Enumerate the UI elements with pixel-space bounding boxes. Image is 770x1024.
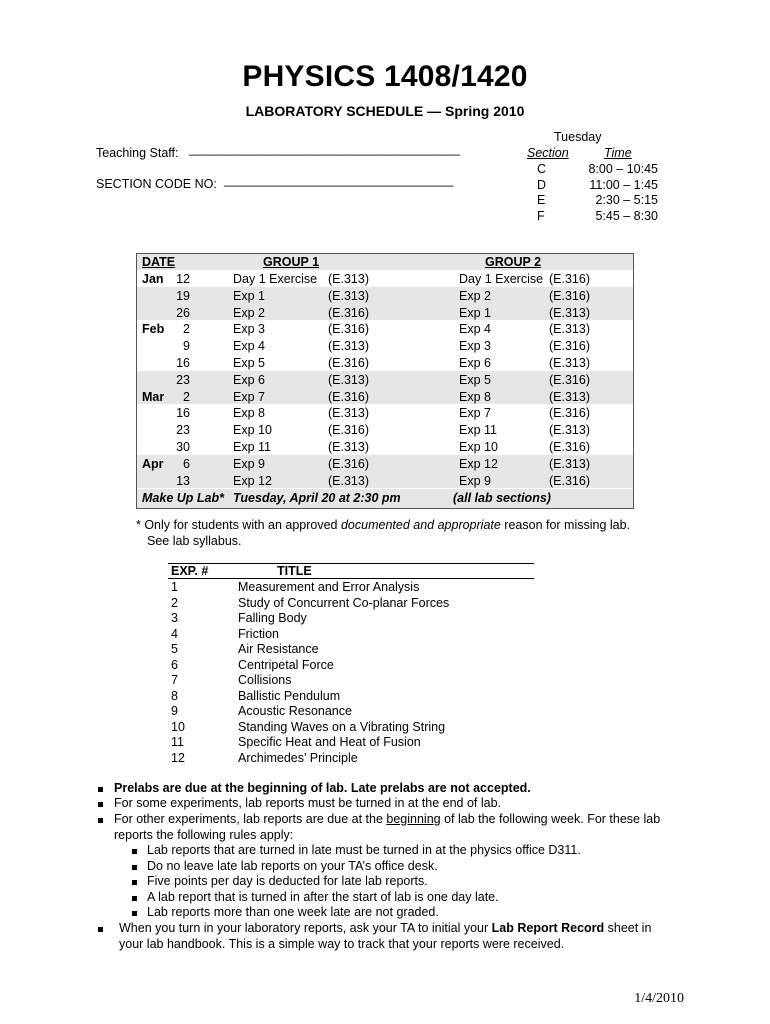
section-code: D bbox=[537, 177, 547, 192]
group1-room: (E.316) bbox=[328, 456, 369, 471]
group1-room: (E.313) bbox=[328, 406, 369, 421]
exp-number: 5 bbox=[171, 642, 178, 656]
exp-title: Ballistic Pendulum bbox=[238, 688, 341, 703]
exp-number: 3 bbox=[171, 611, 178, 625]
exp-title: Measurement and Error Analysis bbox=[238, 580, 420, 594]
bullet-icon bbox=[132, 849, 137, 854]
exp-title: Friction bbox=[238, 626, 279, 641]
divider bbox=[168, 563, 534, 564]
footnote-suffix: reason for missing lab. bbox=[500, 518, 631, 532]
group2-room: (E.313) bbox=[549, 356, 590, 370]
exp-title: Air Resistance bbox=[238, 642, 319, 656]
sub-rule: Five points per day is deducted for late lab reports. bbox=[147, 874, 428, 888]
group2-room: (E.316) bbox=[549, 473, 590, 488]
group2-room: (E.316) bbox=[549, 288, 590, 303]
page-subtitle: LABORATORY SCHEDULE — Spring 2010 bbox=[245, 103, 525, 119]
bullet-icon bbox=[132, 911, 137, 916]
exp-number: 4 bbox=[171, 626, 178, 641]
group1-exp: Day 1 Exercise bbox=[233, 272, 318, 286]
group1-exp: Exp 3 bbox=[233, 322, 265, 337]
rule-text: When you turn in your laboratory reports, ask your TA to initial your bbox=[119, 921, 492, 935]
group2-exp: Exp 7 bbox=[459, 406, 491, 421]
section-code: C bbox=[537, 162, 547, 176]
group1-room: (E.313) bbox=[328, 339, 369, 354]
section-time: 11:00 – 1:45 bbox=[589, 177, 658, 192]
group1-exp: Exp 6 bbox=[233, 372, 265, 387]
section-code-line: _________________________________ bbox=[224, 173, 454, 187]
group2-exp: Exp 3 bbox=[459, 339, 491, 354]
group2-room: (E.316) bbox=[549, 272, 590, 286]
group1-exp: Exp 9 bbox=[233, 456, 265, 471]
schedule-row bbox=[137, 271, 633, 288]
schedule-table bbox=[136, 253, 634, 509]
schedule-row bbox=[137, 389, 633, 406]
row-day: 16 bbox=[176, 356, 190, 370]
makeup-label: Make Up Lab* bbox=[142, 491, 224, 505]
bullet-icon bbox=[98, 787, 103, 792]
rule-following-week bbox=[114, 812, 660, 828]
section-code-field bbox=[96, 173, 454, 191]
sub-rule: Lab reports more than one week late are not graded. bbox=[147, 905, 439, 919]
bullet-icon bbox=[98, 802, 103, 807]
exp-number: 7 bbox=[171, 673, 178, 687]
schedule-row bbox=[137, 338, 633, 355]
group1-room: (E.313) bbox=[328, 272, 369, 286]
group2-exp: Exp 11 bbox=[459, 423, 497, 438]
section-code-label: SECTION CODE NO: bbox=[96, 177, 217, 191]
schedule-header-row bbox=[137, 254, 633, 271]
exp-title: Centripetal Force bbox=[238, 657, 334, 672]
rule-end-of-lab: For some experiments, lab reports must be turned in at the end of lab. bbox=[114, 796, 502, 810]
page-title: PHYSICS 1408/1420 bbox=[242, 60, 528, 93]
exp-title: Specific Heat and Heat of Fusion bbox=[238, 735, 421, 749]
group2-exp: Exp 9 bbox=[459, 473, 491, 488]
footnote-prefix: * Only for students with an approved bbox=[136, 518, 341, 532]
bullet-icon bbox=[98, 818, 103, 823]
exp-number: 9 bbox=[171, 704, 178, 718]
bullet-icon bbox=[132, 880, 137, 885]
schedule-row bbox=[137, 456, 633, 473]
footnote-italic: documented and appropriate bbox=[340, 518, 501, 532]
group1-room: (E.313) bbox=[328, 440, 369, 454]
col-group1: GROUP 1 bbox=[263, 255, 320, 269]
schedule-row bbox=[137, 405, 633, 422]
section-time: 8:00 – 10:45 bbox=[588, 162, 658, 176]
exp-title-header: TITLE bbox=[277, 564, 312, 578]
schedule-row bbox=[137, 321, 633, 338]
row-day: 2 bbox=[183, 322, 190, 337]
group2-room: (E.313) bbox=[549, 322, 590, 337]
col-group2: GROUP 2 bbox=[485, 255, 542, 269]
group2-exp: Exp 4 bbox=[459, 322, 491, 337]
rule-text-underlined: beginning bbox=[386, 812, 441, 826]
row-day: 16 bbox=[176, 406, 190, 421]
schedule-row bbox=[137, 422, 633, 439]
group2-room: (E.313) bbox=[549, 456, 590, 471]
row-day: 19 bbox=[176, 288, 190, 303]
row-day: 30 bbox=[176, 440, 190, 454]
group2-exp: Exp 1 bbox=[459, 305, 491, 320]
group1-room: (E.316) bbox=[328, 423, 369, 438]
group2-exp: Exp 5 bbox=[459, 372, 491, 387]
section-code: F bbox=[537, 208, 545, 223]
group1-room: (E.316) bbox=[328, 305, 369, 320]
exp-title: Study of Concurrent Co-planar Forces bbox=[238, 595, 450, 610]
group2-exp: Exp 12 bbox=[459, 456, 498, 471]
row-month: Feb bbox=[142, 322, 165, 337]
exp-number: 12 bbox=[171, 750, 185, 765]
group2-exp: Day 1 Exercise bbox=[459, 272, 544, 286]
row-day: 12 bbox=[176, 272, 190, 286]
row-month: Apr bbox=[142, 456, 164, 471]
teaching-staff-line: _______________________________________ bbox=[189, 142, 461, 156]
group1-exp: Exp 1 bbox=[233, 288, 265, 303]
rule-lab-report-record bbox=[119, 921, 651, 937]
exp-number: 8 bbox=[171, 688, 178, 703]
rule-text: For other experiments, lab reports are due at the bbox=[114, 812, 387, 826]
schedule-row bbox=[137, 372, 633, 389]
exp-title: Archimedes’ Principle bbox=[238, 750, 358, 765]
group1-room: (E.316) bbox=[328, 356, 369, 370]
rule-lab-report-record-line2: your lab handbook. This is a simple way to track that your reports were received. bbox=[119, 937, 565, 951]
group2-exp: Exp 10 bbox=[459, 440, 498, 454]
group1-room: (E.313) bbox=[328, 372, 369, 387]
sub-rule: Do no leave late lab reports on your TA’s office desk. bbox=[147, 858, 438, 873]
group1-exp: Exp 5 bbox=[233, 356, 265, 370]
rule-text-bold: Lab Report Record bbox=[491, 921, 605, 935]
exp-number: 1 bbox=[171, 580, 178, 594]
exp-title: Standing Waves on a Vibrating String bbox=[238, 719, 446, 734]
group1-room: (E.313) bbox=[328, 288, 369, 303]
group2-room: (E.316) bbox=[549, 406, 590, 421]
rule-text: sheet in bbox=[604, 921, 652, 935]
section-code: E bbox=[537, 193, 546, 207]
row-day: 23 bbox=[176, 372, 190, 387]
row-day: 13 bbox=[176, 473, 190, 488]
exp-title: Acoustic Resonance bbox=[238, 704, 352, 718]
row-month: Jan bbox=[142, 272, 164, 286]
group1-room: (E.313) bbox=[328, 473, 369, 488]
bullet-icon bbox=[98, 927, 103, 932]
group2-room: (E.316) bbox=[549, 440, 590, 454]
group1-exp: Exp 8 bbox=[233, 406, 265, 421]
group2-room: (E.316) bbox=[549, 372, 590, 387]
divider bbox=[168, 578, 534, 579]
schedule-row bbox=[137, 473, 633, 490]
exp-title: Falling Body bbox=[238, 611, 307, 625]
row-day: 26 bbox=[176, 305, 190, 320]
group2-room: (E.313) bbox=[549, 389, 590, 404]
teaching-staff-label: Teaching Staff: bbox=[96, 146, 179, 160]
group2-room: (E.316) bbox=[549, 339, 590, 354]
exp-title: Collisions bbox=[238, 673, 292, 687]
teaching-staff-field bbox=[96, 142, 461, 160]
group1-exp: Exp 7 bbox=[233, 389, 265, 404]
exp-num-header: EXP. # bbox=[171, 564, 209, 578]
footer-date: 1/4/2010 bbox=[634, 991, 684, 1006]
row-day: 9 bbox=[183, 339, 190, 354]
group2-room: (E.313) bbox=[549, 305, 590, 320]
group2-exp: Exp 8 bbox=[459, 389, 491, 404]
group1-room: (E.316) bbox=[328, 322, 369, 337]
footnote bbox=[136, 518, 630, 532]
row-day: 23 bbox=[176, 423, 190, 438]
exp-number: 11 bbox=[171, 735, 184, 749]
row-day: 6 bbox=[183, 456, 190, 471]
group1-room: (E.316) bbox=[328, 389, 369, 404]
section-time: 5:45 – 8:30 bbox=[595, 208, 658, 223]
exp-number: 2 bbox=[171, 595, 178, 610]
group2-exp: Exp 6 bbox=[459, 356, 491, 370]
sub-rule: Lab reports that are turned in late must be turned in at the physics office D311. bbox=[147, 843, 581, 857]
col-date: DATE bbox=[142, 255, 176, 269]
exp-number: 10 bbox=[171, 719, 185, 734]
schedule-row bbox=[137, 305, 633, 322]
row-day: 2 bbox=[183, 389, 190, 404]
makeup-date: Tuesday, April 20 at 2:30 pm bbox=[233, 491, 401, 505]
footnote-line2: See lab syllabus. bbox=[147, 534, 242, 548]
section-header: Section bbox=[527, 146, 569, 160]
sub-rule: A lab report that is turned in after the start of lab is one day late. bbox=[147, 889, 499, 904]
group1-exp: Exp 4 bbox=[233, 339, 265, 354]
makeup-row bbox=[137, 490, 633, 507]
group2-room: (E.313) bbox=[549, 423, 590, 438]
group2-exp: Exp 2 bbox=[459, 288, 491, 303]
group1-exp: Exp 10 bbox=[233, 423, 272, 438]
schedule-row bbox=[137, 355, 633, 372]
group1-exp: Exp 11 bbox=[233, 440, 271, 454]
schedule-row bbox=[137, 288, 633, 305]
rule-prelabs: Prelabs are due at the beginning of lab. Late prelabs are not accepted. bbox=[114, 781, 531, 795]
exp-number: 6 bbox=[171, 657, 178, 672]
rule-following-week-line2: reports the following rules apply: bbox=[114, 828, 294, 842]
time-header: Time bbox=[604, 146, 632, 160]
makeup-sections: (all lab sections) bbox=[453, 491, 551, 505]
section-day: Tuesday bbox=[554, 130, 602, 144]
group1-exp: Exp 2 bbox=[233, 305, 265, 320]
group1-exp: Exp 12 bbox=[233, 473, 272, 488]
bullet-icon bbox=[132, 896, 137, 901]
section-time: 2:30 – 5:15 bbox=[595, 193, 658, 207]
rule-text: of lab the following week. For these lab bbox=[440, 812, 661, 826]
schedule-row bbox=[137, 439, 633, 456]
bullet-icon bbox=[132, 865, 137, 870]
row-month: Mar bbox=[142, 389, 165, 404]
